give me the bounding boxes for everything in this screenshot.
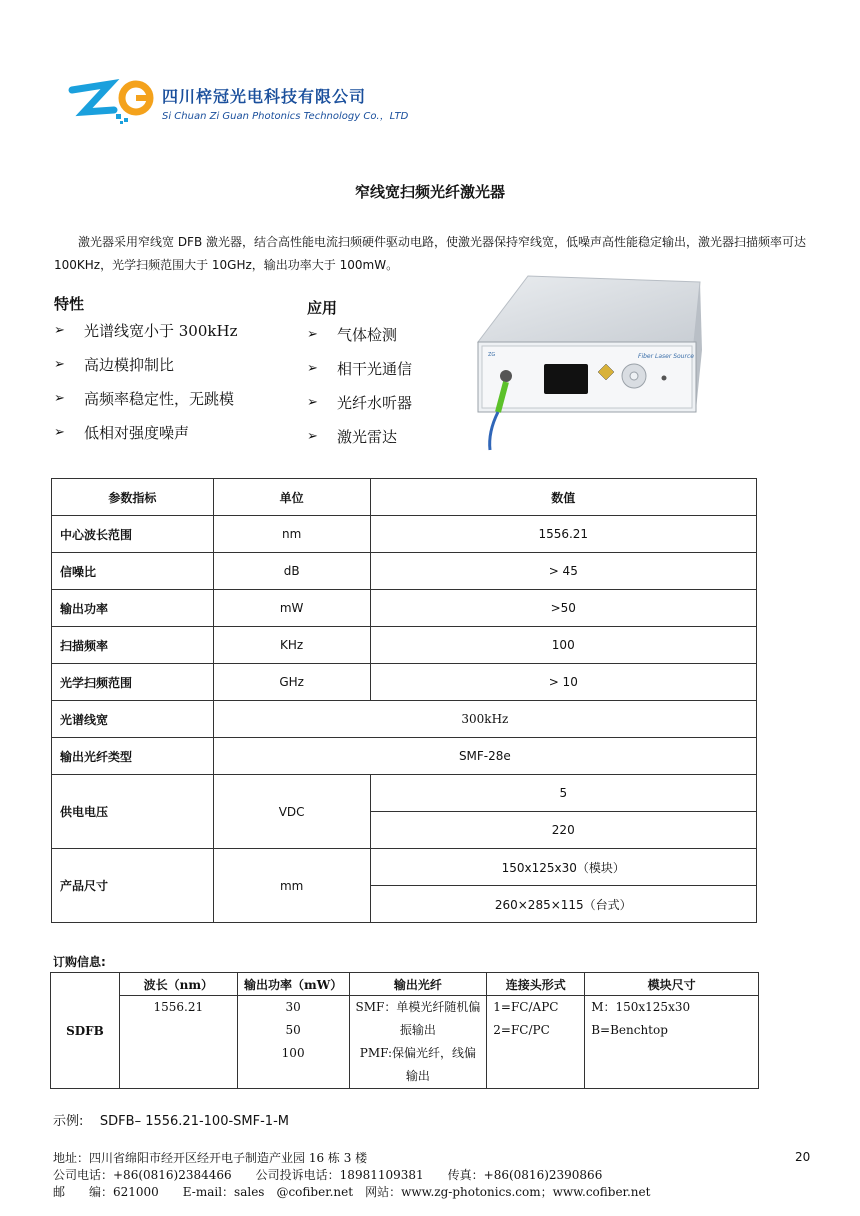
param-cell: 中心波长范围	[52, 516, 214, 553]
page-title: 窄线宽扫频光纤激光器	[354, 183, 505, 201]
footer	[53, 1150, 650, 1201]
param-cell: 光谱线宽	[52, 701, 214, 738]
header-cell: 波长（nm）	[119, 973, 237, 996]
spec-table	[51, 478, 757, 923]
arrow-bullet-icon: ➢	[307, 395, 318, 410]
list-item: ➢ 气体检测	[307, 326, 398, 344]
table-row	[52, 516, 757, 553]
value-cell: >50	[370, 590, 756, 627]
features-heading: 特性	[54, 295, 85, 313]
list-item: ➢ 激光雷达	[307, 428, 398, 446]
arrow-bullet-icon: ➢	[54, 357, 65, 372]
power-cell: 30 50 100	[237, 996, 349, 1089]
param-cell: 供电电压	[52, 775, 214, 849]
company-name-cn: 四川梓冠光电科技有限公司	[162, 87, 367, 106]
value-cell: 150x125x30（模块）	[370, 849, 756, 886]
param-cell: 输出光纤类型	[52, 738, 214, 775]
header-cell: 参数指标	[52, 479, 214, 516]
arrow-bullet-icon: ➢	[54, 425, 65, 440]
page-number: 20	[795, 1150, 811, 1164]
value-cell: 100	[370, 627, 756, 664]
order-table	[50, 972, 759, 1089]
param-cell: 输出功率	[52, 590, 214, 627]
list-item: ➢ 光纤水听器	[307, 394, 413, 412]
list-item: ➢ 高频率稳定性，无跳模	[54, 390, 235, 408]
footer-address: 地址：四川省绵阳市经开区经开电子制造产业园 16 栋 3 楼	[53, 1151, 368, 1165]
table-header-row	[51, 973, 759, 996]
value-cell: 1556.21	[370, 516, 756, 553]
company-name-en: Si Chuan Zi Guan Photonics Technology Co.，LTD	[162, 111, 409, 122]
header-cell: 单位	[213, 479, 370, 516]
example-line	[53, 1110, 289, 1129]
param-cell: 光学扫频范围	[52, 664, 214, 701]
example-label: 示例:	[53, 1114, 84, 1129]
table-row	[52, 553, 757, 590]
footer-phone: 公司电话：+86(0816)2384466 公司投诉电话：18981109381 传真：+86(0816)2390866	[53, 1168, 603, 1182]
table-header-row	[52, 479, 757, 516]
device-brand-label: Fiber Laser Source	[638, 353, 694, 360]
order-heading: 订购信息:	[53, 955, 106, 969]
unit-cell: mm	[213, 849, 370, 923]
connector-cell: 1=FC/APC 2=FC/PC	[487, 996, 585, 1089]
table-row	[52, 664, 757, 701]
applications-heading: 应用	[307, 299, 338, 317]
value-cell: > 10	[370, 664, 756, 701]
list-item: ➢ 低相对强度噪声	[54, 424, 190, 442]
laser-device-image	[468, 272, 704, 452]
header-cell: 模块尺寸	[585, 973, 759, 996]
unit-cell: GHz	[213, 664, 370, 701]
value-cell: > 45	[370, 553, 756, 590]
unit-cell: nm	[213, 516, 370, 553]
list-item: ➢ 光谱线宽小于 300kHz	[54, 322, 238, 340]
intro-paragraph: 激光器采用窄线宽 DFB 激光器，结合高性能电流扫频硬件驱动电路，使激光器保持窄线宽，低噪声高性能稳定输出，激光器扫描频率可达 100KHz，光学扫频范围大于 10GHz，输出功率大于 100mW。	[54, 235, 807, 272]
arrow-bullet-icon: ➢	[307, 361, 318, 376]
list-item: ➢ 高边模抑制比	[54, 356, 175, 374]
value-cell: 300kHz	[213, 701, 756, 738]
table-row	[52, 738, 757, 775]
header-cell: 连接头形式	[487, 973, 585, 996]
table-row	[51, 996, 759, 1089]
value-cell: 260×285×115（台式）	[370, 886, 756, 923]
arrow-bullet-icon: ➢	[54, 391, 65, 406]
table-row	[52, 849, 757, 886]
header-cell: 输出功率（mW）	[237, 973, 349, 996]
value-cell: 220	[370, 812, 756, 849]
unit-cell: mW	[213, 590, 370, 627]
svg-text:ZG: ZG	[488, 352, 496, 358]
fiber-cell: SMF：单模光纤随机偏 振输出 PMF:保偏光纤，线偏 输出	[349, 996, 487, 1089]
features-list	[52, 322, 237, 458]
param-cell: 产品尺寸	[52, 849, 214, 923]
header-cell: 数值	[370, 479, 756, 516]
arrow-bullet-icon: ➢	[307, 327, 318, 342]
arrow-bullet-icon: ➢	[54, 323, 65, 338]
unit-cell: dB	[213, 553, 370, 590]
model-cell: SDFB	[51, 973, 120, 1089]
value-cell: SMF-28e	[213, 738, 756, 775]
arrow-bullet-icon: ➢	[307, 429, 318, 444]
value-cell: 5	[370, 775, 756, 812]
table-row	[52, 701, 757, 738]
unit-cell: KHz	[213, 627, 370, 664]
wavelength-cell: 1556.21	[119, 996, 237, 1089]
table-row	[52, 590, 757, 627]
param-cell: 扫描频率	[52, 627, 214, 664]
table-row	[52, 775, 757, 812]
unit-cell: VDC	[213, 775, 370, 849]
example-value: SDFB– 1556.21-100-SMF-1-M	[99, 1114, 289, 1129]
list-item: ➢ 相干光通信	[307, 360, 413, 378]
applications-list	[305, 326, 412, 462]
table-row	[52, 627, 757, 664]
param-cell: 信噪比	[52, 553, 214, 590]
company-logo	[64, 76, 160, 126]
header-cell: 输出光纤	[349, 973, 487, 996]
footer-contact: 邮 编：621000 E-mail：sales @cofiber.net 网站：www.zg-photonics.com；www.cofiber.net	[53, 1185, 651, 1199]
size-cell: M：150x125x30 B=Benchtop	[585, 996, 759, 1089]
